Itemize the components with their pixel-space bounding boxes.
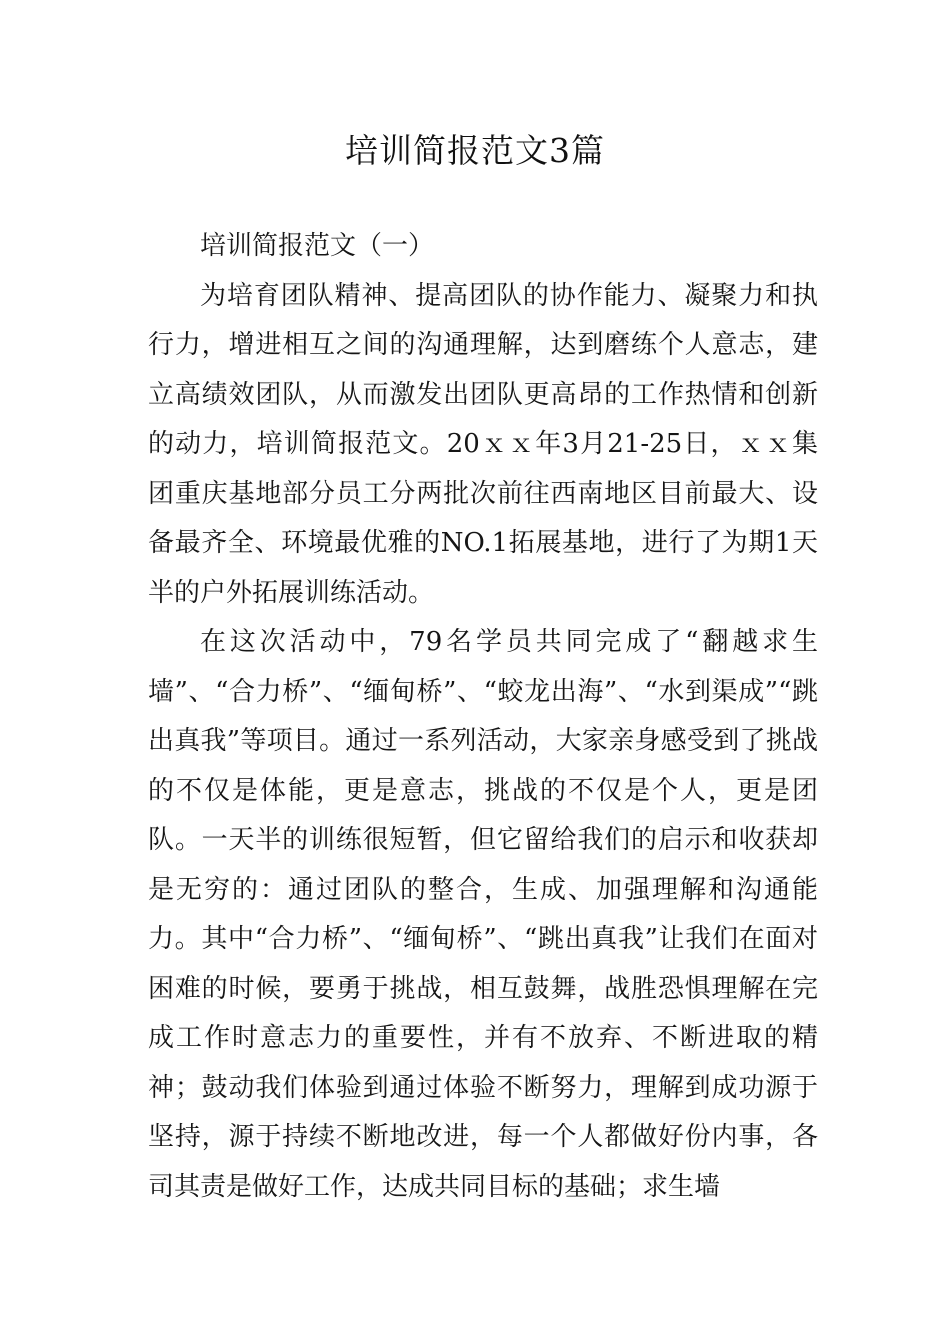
- section-heading: 培训简报范文（一）: [200, 231, 435, 261]
- document-body: [148, 222, 818, 1212]
- paragraph-1: 为培育团队精神、提高团队的协作能力、凝聚力和执行力，增进相互之间的沟通理解，达到磨练个人意志，建立高绩效团队，从而激发出团队更高昂的工作热情和创新的动力，培训简报范文。20ｘｘ年3月21-25日，ｘｘ集团重庆基地部分员工分两批次前往西南地区目前最大、设备最齐全、环境最优雅的NO.1拓展基地，进行了为期1天半的户外拓展训练活动。: [148, 280, 818, 608]
- paragraph-2: 在这次活动中，79名学员共同完成了“翻越求生墙”、“合力桥”、“缅甸桥”、“蛟龙出海”、“水到渠成”“跳出真我”等项目。通过一系列活动，大家亲身感受到了挑战的不仅是体能，更是意志，挑战的不仅是个人，更是团队。一天半的训练很短暂，但它留给我们的启示和收获却是无穷的：通过团队的整合，生成、加强理解和沟通能力。其中“合力桥”、“缅甸桥”、“跳出真我”让我们在面对困难的时候，要勇于挑战，相互鼓舞，战胜恐惧理解在完成工作时意志力的重要性，并有不放弃、不断进取的精神；鼓动我们体验到通过体验不断努力，理解到成功源于坚持，源于持续不断地改进，每一个人都做好份内事，各司其责是做好工作，达成共同目标的基础；求生墙: [148, 627, 818, 1202]
- document-title: 培训简报范文3篇: [345, 131, 605, 170]
